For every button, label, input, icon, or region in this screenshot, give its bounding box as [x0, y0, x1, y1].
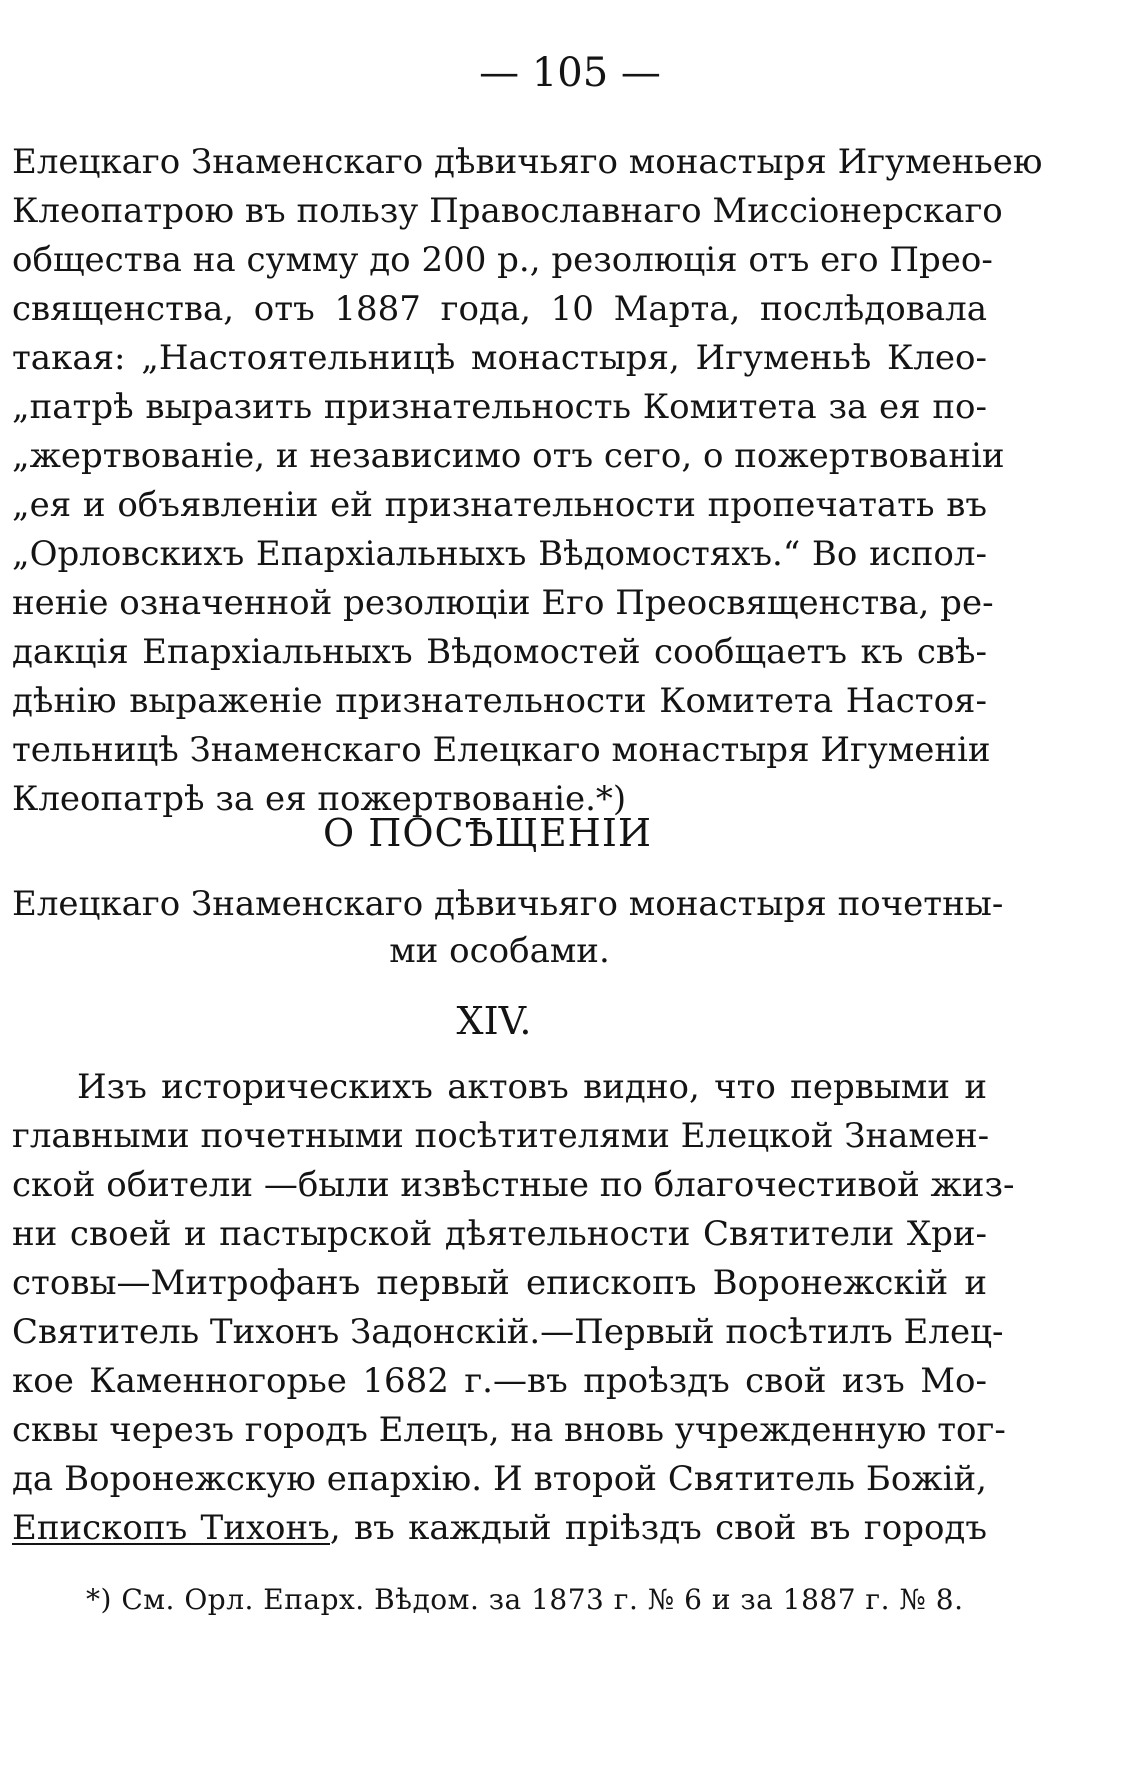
text-line: ской обители —были извѣстные по благочестивой жиз-	[12, 1165, 1015, 1205]
text-line: священства, отъ 1887 года, 10 Марта, послѣдовала	[12, 289, 987, 329]
text-line: „патрѣ выразить признательность Комитета за ея по-	[12, 387, 987, 427]
text-line: „ея и объявленіи ей признательности пропечатать въ	[12, 485, 987, 525]
paragraph-first-visitors	[12, 1063, 1015, 1553]
text-line: общества на сумму до 200 р., резолюція отъ его Прео-	[12, 240, 993, 280]
text-line: дѣнію выраженіе признательности Комитета Настоя-	[12, 681, 987, 721]
text-line: тельницѣ Знаменскаго Елецкаго монастыря Игуменіи	[12, 730, 991, 770]
section-subheading-continuation: ми особами.	[389, 931, 610, 971]
footnote: *) См. Орл. Епарх. Вѣдом. за 1873 г. № 6 и за 1887 г. № 8.	[86, 1583, 964, 1616]
text-line: Елецкаго Знаменскаго дѣвичьяго монастыря Игуменьею	[12, 142, 1043, 182]
text-line: Изъ историческихъ актовъ видно, что первыми и	[77, 1067, 987, 1107]
text-line: главными почетными посѣтителями Елецкой Знамен-	[12, 1116, 990, 1156]
text-line: Епископъ Тихонъ, въ каждый пріѣздъ свой въ городъ	[12, 1508, 987, 1548]
text-line: „Орловскихъ Епархіальныхъ Вѣдомостяхъ.“ Во испол-	[12, 534, 987, 574]
text-line: ни своей и пастырской дѣятельности Святители Хри-	[12, 1214, 987, 1254]
text-line: неніе означенной резолюціи Его Преосвященства, ре-	[12, 583, 994, 623]
text-line: такая: „Настоятельницѣ монастыря, Игуменьѣ Клео-	[12, 338, 987, 378]
chapter-number: XIV.	[456, 999, 532, 1043]
text-line: Святитель Тихонъ Задонскій.—Первый посѣтилъ Елец-	[12, 1312, 1004, 1352]
paragraph-donation-resolution	[12, 138, 1043, 824]
text-line: да Воронежскую епархію. И второй Святитель Божій,	[12, 1459, 987, 1499]
text-line: Клеопатрѣ за ея пожертвованіе.*)	[12, 779, 627, 819]
text-line: Клеопатрою въ пользу Православнаго Миссіонерскаго	[12, 191, 1003, 231]
section-heading: О ПОСѢЩЕНІИ	[323, 811, 652, 855]
text-line: кое Каменногорье 1682 г.—въ проѣздъ свой изъ Мо-	[12, 1361, 987, 1401]
footnote-divider	[12, 1543, 330, 1545]
text-line: сквы черезъ городъ Елецъ, на вновь учрежденную тог-	[12, 1410, 1006, 1450]
section-subheading: Елецкаго Знаменскаго дѣвичьяго монастыря почетны-	[12, 884, 1004, 924]
text-line: „жертвованіе, и независимо отъ сего, о пожертвованіи	[12, 436, 1005, 476]
text-line: стовы—Митрофанъ первый епископъ Воронежскій и	[12, 1263, 987, 1303]
text-line: дакція Епархіальныхъ Вѣдомостей сообщаетъ къ свѣ-	[12, 632, 987, 672]
page-number: — 105 —	[479, 50, 661, 96]
